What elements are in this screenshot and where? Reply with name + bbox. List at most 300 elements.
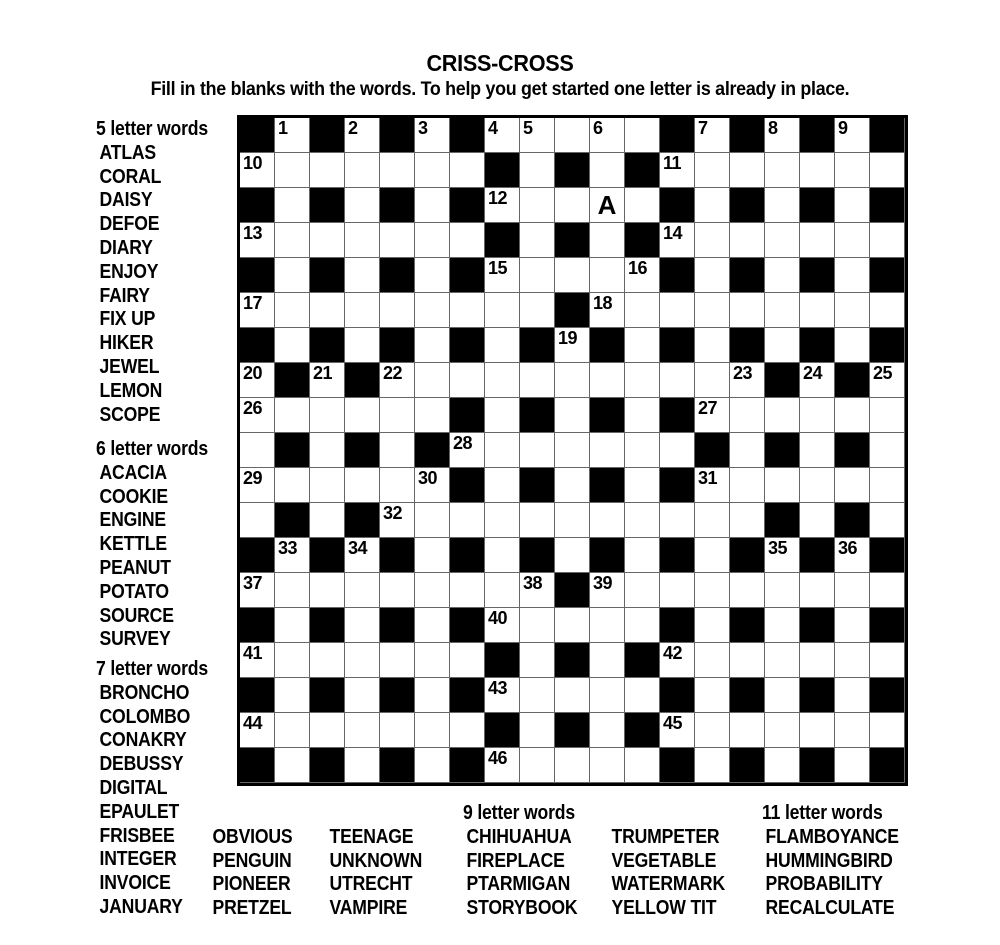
grid-cell[interactable]: [485, 188, 520, 223]
clue-number: 39: [593, 573, 613, 593]
grid-cell[interactable]: [660, 643, 695, 678]
grid-cell[interactable]: [555, 608, 590, 643]
grid-cell[interactable]: [835, 188, 870, 223]
grid-cell[interactable]: [520, 643, 555, 678]
grid-cell[interactable]: [765, 188, 800, 223]
grid-cell[interactable]: [625, 608, 660, 643]
grid-cell[interactable]: [380, 713, 415, 748]
black-cell: [450, 468, 485, 503]
grid-cell[interactable]: [450, 363, 485, 398]
grid-cell[interactable]: [485, 118, 520, 153]
grid-cell[interactable]: [555, 468, 590, 503]
grid-cell[interactable]: [555, 188, 590, 223]
grid-cell[interactable]: [520, 748, 555, 783]
grid-cell[interactable]: [590, 643, 625, 678]
grid-cell[interactable]: [310, 643, 345, 678]
word-item: HIKER: [99, 332, 154, 355]
grid-cell[interactable]: [275, 188, 310, 223]
grid-cell[interactable]: [380, 643, 415, 678]
grid-cell[interactable]: [590, 713, 625, 748]
grid-cell[interactable]: [555, 433, 590, 468]
grid-cell[interactable]: [870, 153, 905, 188]
grid-cell[interactable]: [345, 118, 380, 153]
grid-cell[interactable]: [415, 118, 450, 153]
wordlist-5-letter: [96, 118, 208, 427]
grid-cell[interactable]: [310, 433, 345, 468]
grid-cell[interactable]: [310, 363, 345, 398]
grid-cell[interactable]: [485, 328, 520, 363]
grid-cell[interactable]: [415, 713, 450, 748]
grid-cell[interactable]: [695, 398, 730, 433]
grid-cell[interactable]: [415, 468, 450, 503]
grid-cell[interactable]: [730, 433, 765, 468]
grid-cell[interactable]: [450, 503, 485, 538]
grid-cell[interactable]: [450, 223, 485, 258]
clue-number: 6: [593, 118, 603, 138]
clue-number: 46: [488, 748, 508, 768]
grid-cell[interactable]: [310, 153, 345, 188]
grid-cell[interactable]: [765, 468, 800, 503]
grid-cell[interactable]: [730, 293, 765, 328]
grid-cell[interactable]: [310, 293, 345, 328]
grid-cell[interactable]: [275, 398, 310, 433]
grid-cell[interactable]: [485, 678, 520, 713]
clue-number: 12: [488, 188, 508, 208]
grid-cell[interactable]: [660, 293, 695, 328]
grid-cell[interactable]: [870, 713, 905, 748]
grid-cell[interactable]: [555, 118, 590, 153]
grid-cell[interactable]: [345, 223, 380, 258]
word-item: STORYBOOK: [466, 897, 578, 920]
grid-cell[interactable]: [450, 643, 485, 678]
grid-cell[interactable]: [240, 398, 275, 433]
grid-cell[interactable]: [695, 188, 730, 223]
grid-cell[interactable]: [380, 433, 415, 468]
clue-number: 25: [873, 363, 893, 383]
grid-cell[interactable]: [555, 363, 590, 398]
black-cell: [415, 433, 450, 468]
grid-cell[interactable]: [415, 188, 450, 223]
grid-cell[interactable]: [485, 433, 520, 468]
grid-cell[interactable]: [345, 608, 380, 643]
grid-cell[interactable]: [240, 468, 275, 503]
grid-cell[interactable]: [345, 573, 380, 608]
grid-cell[interactable]: [485, 503, 520, 538]
grid-cell[interactable]: [835, 258, 870, 293]
grid-cell[interactable]: [765, 398, 800, 433]
clue-number: 24: [803, 363, 823, 383]
grid-cell[interactable]: [590, 293, 625, 328]
grid-cell[interactable]: [625, 398, 660, 433]
word-item: KETTLE: [99, 533, 167, 556]
grid-cell[interactable]: [345, 398, 380, 433]
grid-cell[interactable]: [835, 713, 870, 748]
grid-cell[interactable]: [870, 468, 905, 503]
grid-cell[interactable]: [695, 293, 730, 328]
grid-cell[interactable]: [590, 118, 625, 153]
grid-cell[interactable]: [380, 223, 415, 258]
grid-cell[interactable]: [590, 153, 625, 188]
grid-cell[interactable]: [695, 678, 730, 713]
grid-cell[interactable]: [730, 643, 765, 678]
grid-cell[interactable]: [590, 433, 625, 468]
grid-cell[interactable]: [835, 573, 870, 608]
grid-cell[interactable]: [835, 153, 870, 188]
grid-cell[interactable]: [730, 363, 765, 398]
grid-cell[interactable]: [450, 713, 485, 748]
grid-cell[interactable]: [485, 608, 520, 643]
grid-cell[interactable]: [310, 713, 345, 748]
clue-number: 7: [698, 118, 708, 138]
word-item: ATLAS: [99, 141, 157, 164]
grid-cell[interactable]: [695, 118, 730, 153]
grid-cell[interactable]: [415, 293, 450, 328]
grid-cell[interactable]: [625, 433, 660, 468]
black-cell: [450, 328, 485, 363]
grid-cell[interactable]: [835, 398, 870, 433]
grid-cell[interactable]: [485, 363, 520, 398]
grid-cell[interactable]: [345, 258, 380, 293]
grid-cell[interactable]: [345, 188, 380, 223]
grid-cell[interactable]: [800, 713, 835, 748]
grid-cell[interactable]: [275, 643, 310, 678]
grid-cell[interactable]: [695, 748, 730, 783]
grid-cell[interactable]: [765, 118, 800, 153]
grid-cell[interactable]: [380, 503, 415, 538]
grid-cell[interactable]: [625, 538, 660, 573]
grid-cell[interactable]: [765, 153, 800, 188]
grid-cell[interactable]: [695, 223, 730, 258]
grid-cell[interactable]: [590, 608, 625, 643]
grid-cell[interactable]: [590, 188, 625, 223]
grid-cell[interactable]: [835, 328, 870, 363]
grid-cell[interactable]: [380, 293, 415, 328]
grid-cell[interactable]: [765, 293, 800, 328]
grid-cell[interactable]: [590, 748, 625, 783]
grid-cell[interactable]: [520, 223, 555, 258]
grid-cell[interactable]: [660, 153, 695, 188]
grid-cell[interactable]: [730, 713, 765, 748]
grid-cell[interactable]: [520, 153, 555, 188]
grid-cell[interactable]: [625, 328, 660, 363]
grid-cell[interactable]: [765, 608, 800, 643]
clue-number: 30: [418, 468, 438, 488]
grid-cell[interactable]: [835, 748, 870, 783]
grid-cell[interactable]: [520, 573, 555, 608]
grid-cell[interactable]: [415, 153, 450, 188]
grid-cell[interactable]: [415, 328, 450, 363]
black-cell: [625, 153, 660, 188]
grid-cell[interactable]: [800, 573, 835, 608]
grid-cell[interactable]: [520, 293, 555, 328]
grid-cell[interactable]: [520, 503, 555, 538]
grid-cell[interactable]: [485, 293, 520, 328]
grid-cell[interactable]: [800, 153, 835, 188]
grid-cell[interactable]: [800, 363, 835, 398]
grid-cell[interactable]: [275, 713, 310, 748]
black-cell: [660, 328, 695, 363]
grid-cell[interactable]: [730, 223, 765, 258]
grid-cell[interactable]: [800, 433, 835, 468]
grid-cell[interactable]: [765, 258, 800, 293]
grid-cell[interactable]: [415, 538, 450, 573]
grid-cell[interactable]: [520, 258, 555, 293]
grid-cell[interactable]: [380, 153, 415, 188]
black-cell: [450, 258, 485, 293]
grid-cell[interactable]: [695, 608, 730, 643]
grid-cell[interactable]: [695, 713, 730, 748]
grid-cell[interactable]: [415, 363, 450, 398]
grid-cell[interactable]: [625, 258, 660, 293]
grid-cell[interactable]: [415, 223, 450, 258]
grid-cell[interactable]: [275, 573, 310, 608]
grid-cell[interactable]: [275, 678, 310, 713]
grid-cell[interactable]: [625, 503, 660, 538]
grid-cell[interactable]: [870, 503, 905, 538]
grid-cell[interactable]: [415, 398, 450, 433]
grid-cell[interactable]: [555, 748, 590, 783]
grid-cell[interactable]: [800, 398, 835, 433]
grid-cell[interactable]: [240, 293, 275, 328]
grid-cell[interactable]: [415, 643, 450, 678]
grid-cell[interactable]: [275, 608, 310, 643]
grid-cell[interactable]: [485, 258, 520, 293]
grid-cell[interactable]: [240, 713, 275, 748]
grid-cell[interactable]: [835, 118, 870, 153]
word-item: DAISY: [99, 189, 153, 212]
grid-cell[interactable]: [450, 433, 485, 468]
grid-cell[interactable]: [240, 223, 275, 258]
grid-cell[interactable]: [765, 713, 800, 748]
grid-cell[interactable]: [415, 503, 450, 538]
grid-cell[interactable]: [450, 573, 485, 608]
grid-cell[interactable]: [520, 608, 555, 643]
grid-cell[interactable]: [415, 573, 450, 608]
grid-cell[interactable]: [625, 748, 660, 783]
grid-cell[interactable]: [730, 503, 765, 538]
grid-cell[interactable]: [520, 678, 555, 713]
grid-cell[interactable]: [240, 573, 275, 608]
grid-cell[interactable]: [485, 538, 520, 573]
grid-cell[interactable]: [275, 258, 310, 293]
grid-cell[interactable]: [275, 223, 310, 258]
grid-cell[interactable]: [730, 153, 765, 188]
grid-cell[interactable]: [835, 223, 870, 258]
grid-cell[interactable]: [730, 398, 765, 433]
grid-cell[interactable]: [345, 538, 380, 573]
black-cell: [555, 713, 590, 748]
grid-cell[interactable]: [625, 293, 660, 328]
grid-cell[interactable]: [870, 643, 905, 678]
grid-cell[interactable]: [660, 573, 695, 608]
grid-cell[interactable]: [240, 433, 275, 468]
clue-number: 10: [243, 153, 263, 173]
grid-cell[interactable]: [555, 258, 590, 293]
grid-cell[interactable]: [310, 503, 345, 538]
grid-cell[interactable]: [870, 293, 905, 328]
grid-cell[interactable]: [660, 433, 695, 468]
grid-cell[interactable]: [520, 363, 555, 398]
grid-cell[interactable]: [835, 608, 870, 643]
wordlist-7-letter-col3: [326, 802, 422, 921]
grid-cell[interactable]: [590, 573, 625, 608]
word-item: FRISBEE: [99, 824, 175, 847]
black-cell: [730, 748, 765, 783]
grid-cell[interactable]: [660, 713, 695, 748]
clue-number: 11: [663, 153, 682, 173]
grid-cell[interactable]: [625, 118, 660, 153]
grid-cell[interactable]: [450, 293, 485, 328]
black-cell: [800, 258, 835, 293]
grid-cell[interactable]: [730, 468, 765, 503]
grid-cell[interactable]: [625, 363, 660, 398]
clue-number: 32: [383, 503, 403, 523]
grid-cell[interactable]: [415, 258, 450, 293]
grid-cell[interactable]: [695, 468, 730, 503]
grid-cell[interactable]: [555, 678, 590, 713]
grid-cell[interactable]: [695, 153, 730, 188]
grid-cell[interactable]: [345, 678, 380, 713]
black-cell: [240, 118, 275, 153]
clue-number: 38: [523, 573, 543, 593]
grid-cell[interactable]: [275, 293, 310, 328]
grid-cell[interactable]: [870, 223, 905, 258]
grid-cell[interactable]: [380, 573, 415, 608]
word-item: TEENAGE: [329, 825, 414, 848]
grid-cell[interactable]: [660, 363, 695, 398]
clue-number: 17: [243, 293, 263, 313]
grid-cell[interactable]: [555, 538, 590, 573]
grid-cell[interactable]: [660, 223, 695, 258]
grid-cell[interactable]: [765, 538, 800, 573]
word-item: OBVIOUS: [212, 825, 293, 848]
word-item: SCOPE: [99, 403, 161, 426]
grid-cell[interactable]: [765, 748, 800, 783]
grid-cell[interactable]: [275, 748, 310, 783]
grid-cell[interactable]: [800, 293, 835, 328]
grid-cell[interactable]: [695, 573, 730, 608]
grid-cell[interactable]: [765, 573, 800, 608]
wordlist-spacer: [326, 802, 422, 826]
grid-cell[interactable]: [380, 363, 415, 398]
grid-cell[interactable]: [240, 643, 275, 678]
grid-cell[interactable]: [590, 223, 625, 258]
grid-cell[interactable]: [275, 118, 310, 153]
grid-cell[interactable]: [450, 153, 485, 188]
black-cell: [310, 328, 345, 363]
grid-cell[interactable]: [835, 293, 870, 328]
grid-cell[interactable]: [275, 538, 310, 573]
grid-cell[interactable]: [345, 293, 380, 328]
word-item: WATERMARK: [611, 873, 725, 896]
grid-cell[interactable]: [345, 713, 380, 748]
grid-cell[interactable]: [835, 643, 870, 678]
grid-cell[interactable]: [625, 468, 660, 503]
grid-cell[interactable]: [380, 468, 415, 503]
grid-cell[interactable]: [520, 118, 555, 153]
black-cell: [660, 538, 695, 573]
grid-cell[interactable]: [240, 153, 275, 188]
grid-cell[interactable]: [345, 153, 380, 188]
grid-cell[interactable]: [695, 538, 730, 573]
grid-cell[interactable]: [870, 363, 905, 398]
grid-cell[interactable]: [520, 433, 555, 468]
grid-cell[interactable]: [660, 503, 695, 538]
grid-cell[interactable]: [695, 503, 730, 538]
grid-cell[interactable]: [765, 328, 800, 363]
grid-cell[interactable]: [520, 188, 555, 223]
grid-cell[interactable]: [485, 468, 520, 503]
black-cell: [835, 503, 870, 538]
grid-cell[interactable]: [240, 363, 275, 398]
grid-cell[interactable]: [240, 503, 275, 538]
grid-cell[interactable]: [275, 468, 310, 503]
grid-cell[interactable]: [415, 748, 450, 783]
grid-cell[interactable]: [590, 678, 625, 713]
grid-cell[interactable]: [520, 713, 555, 748]
grid-cell[interactable]: [310, 468, 345, 503]
word-item: FLAMBOYANCE: [765, 825, 899, 848]
grid-cell[interactable]: [345, 468, 380, 503]
grid-cell[interactable]: [625, 573, 660, 608]
grid-cell[interactable]: [695, 258, 730, 293]
grid-cell[interactable]: [345, 643, 380, 678]
grid-cell[interactable]: [485, 748, 520, 783]
grid-cell[interactable]: [835, 538, 870, 573]
grid-cell[interactable]: [555, 503, 590, 538]
grid-cell[interactable]: [800, 643, 835, 678]
grid-cell[interactable]: [625, 678, 660, 713]
grid-cell[interactable]: [345, 328, 380, 363]
grid-cell[interactable]: [765, 643, 800, 678]
grid-cell[interactable]: [310, 223, 345, 258]
grid-cell[interactable]: [380, 398, 415, 433]
grid-cell[interactable]: [275, 328, 310, 363]
grid-cell[interactable]: [835, 468, 870, 503]
grid-cell[interactable]: [870, 433, 905, 468]
grid-cell[interactable]: [590, 363, 625, 398]
grid-cell[interactable]: [800, 503, 835, 538]
grid-cell[interactable]: [415, 608, 450, 643]
grid-cell[interactable]: [765, 678, 800, 713]
grid-cell[interactable]: [730, 573, 765, 608]
grid-cell[interactable]: [695, 363, 730, 398]
grid-cell[interactable]: [800, 468, 835, 503]
grid-cell[interactable]: [485, 573, 520, 608]
grid-cell[interactable]: [485, 398, 520, 433]
grid-cell[interactable]: [870, 398, 905, 433]
grid-cell[interactable]: [275, 153, 310, 188]
grid-cell[interactable]: [345, 748, 380, 783]
grid-cell[interactable]: [415, 678, 450, 713]
grid-cell[interactable]: [695, 643, 730, 678]
grid-cell[interactable]: [590, 503, 625, 538]
grid-cell[interactable]: [590, 258, 625, 293]
grid-cell[interactable]: [310, 398, 345, 433]
black-cell: [835, 363, 870, 398]
grid-cell[interactable]: [555, 398, 590, 433]
word-item: JEWEL: [99, 355, 160, 378]
clue-number: 29: [243, 468, 263, 488]
grid-cell[interactable]: [695, 328, 730, 363]
grid-cell[interactable]: [625, 188, 660, 223]
grid-cell[interactable]: [555, 328, 590, 363]
grid-cell[interactable]: [870, 573, 905, 608]
grid-cell[interactable]: [835, 678, 870, 713]
grid-cell[interactable]: [800, 223, 835, 258]
grid-cell[interactable]: [765, 223, 800, 258]
grid-cell[interactable]: [310, 573, 345, 608]
